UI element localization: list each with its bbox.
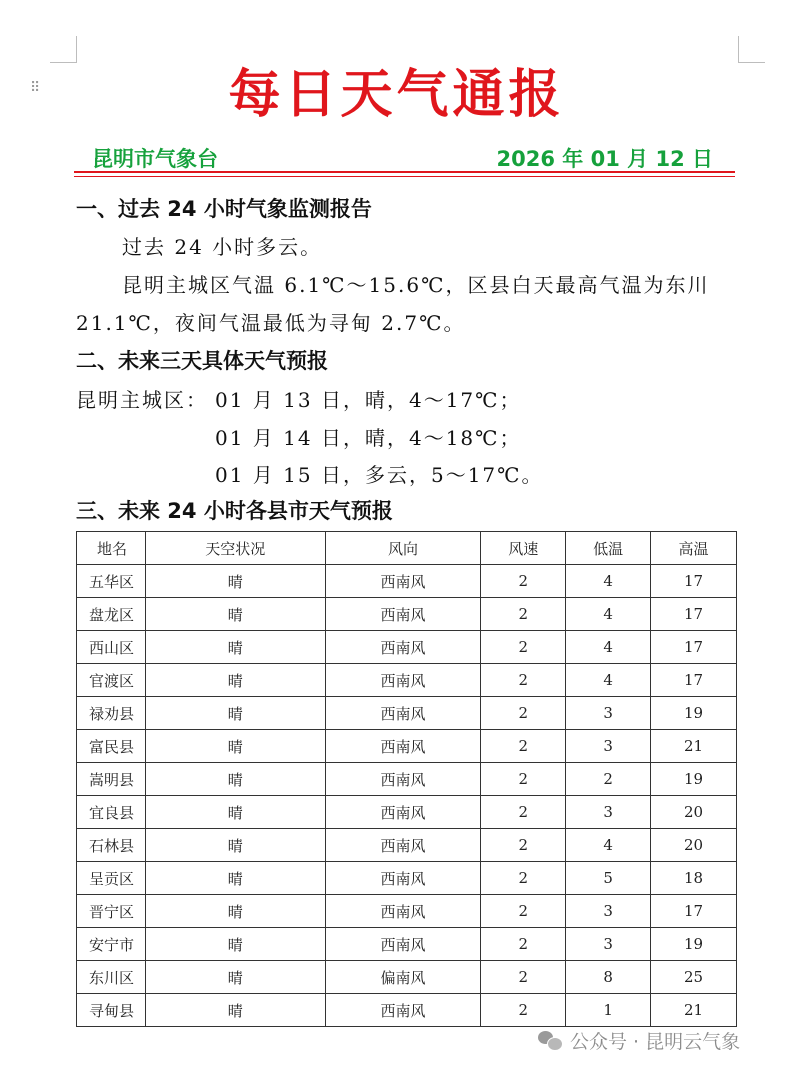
cell-low-temp: 3 <box>566 697 651 730</box>
column-header-place: 地名 <box>77 532 146 565</box>
cell-high-temp: 20 <box>651 829 737 862</box>
cell-sky: 晴 <box>145 928 325 961</box>
cell-place: 富民县 <box>77 730 146 763</box>
cell-sky: 晴 <box>145 862 325 895</box>
cell-place: 嵩明县 <box>77 763 146 796</box>
cell-wind-direction: 西南风 <box>325 895 481 928</box>
cell-low-temp: 1 <box>566 994 651 1027</box>
cell-sky: 晴 <box>145 994 325 1027</box>
cell-high-temp: 17 <box>651 565 737 598</box>
cell-wind-direction: 西南风 <box>325 730 481 763</box>
cell-place: 盘龙区 <box>77 598 146 631</box>
cell-place: 呈贡区 <box>77 862 146 895</box>
column-header-low-temp: 低温 <box>566 532 651 565</box>
cell-high-temp: 17 <box>651 664 737 697</box>
cell-wind-direction: 西南风 <box>325 994 481 1027</box>
cell-wind-speed: 2 <box>481 565 566 598</box>
cell-low-temp: 4 <box>566 829 651 862</box>
cell-wind-speed: 2 <box>481 895 566 928</box>
cell-low-temp: 4 <box>566 631 651 664</box>
cell-low-temp: 3 <box>566 895 651 928</box>
cell-wind-direction: 西南风 <box>325 829 481 862</box>
cell-wind-direction: 西南风 <box>325 763 481 796</box>
cell-low-temp: 4 <box>566 565 651 598</box>
cell-high-temp: 19 <box>651 763 737 796</box>
table-row <box>77 598 737 631</box>
section-heading-county-forecast: 三、未来 24 小时各县市天气预报 <box>76 499 393 523</box>
cell-place: 西山区 <box>77 631 146 664</box>
table-row <box>77 928 737 961</box>
cell-place: 寻甸县 <box>77 994 146 1027</box>
forecast-day-3: 01 月 15 日，多云，5～17℃。 <box>215 463 544 487</box>
cell-wind-speed: 2 <box>481 664 566 697</box>
county-forecast-table <box>76 531 737 1027</box>
cell-wind-direction: 西南风 <box>325 598 481 631</box>
cell-high-temp: 17 <box>651 631 737 664</box>
cell-high-temp: 21 <box>651 994 737 1027</box>
masthead-rule-thin <box>74 176 735 177</box>
cell-sky: 晴 <box>145 631 325 664</box>
column-header-sky: 天空状况 <box>145 532 325 565</box>
cell-low-temp: 8 <box>566 961 651 994</box>
cell-wind-speed: 2 <box>481 796 566 829</box>
cell-sky: 晴 <box>145 664 325 697</box>
cell-place: 禄劝县 <box>77 697 146 730</box>
cell-place: 宜良县 <box>77 796 146 829</box>
watermark-text: 公众号 · 昆明云气象 <box>570 1031 741 1053</box>
document-title: 每日天气通报 <box>228 65 565 125</box>
cell-wind-direction: 西南风 <box>325 565 481 598</box>
cell-wind-direction: 西南风 <box>325 664 481 697</box>
forecast-day-1: 01 月 13 日，晴，4～17℃； <box>215 388 522 412</box>
cell-wind-direction: 西南风 <box>325 697 481 730</box>
cell-wind-speed: 2 <box>481 598 566 631</box>
table-row <box>77 895 737 928</box>
wechat-icon <box>538 1031 562 1051</box>
cell-sky: 晴 <box>145 829 325 862</box>
masthead-rule-thick <box>74 171 735 173</box>
cell-high-temp: 25 <box>651 961 737 994</box>
cell-sky: 晴 <box>145 697 325 730</box>
cell-wind-speed: 2 <box>481 697 566 730</box>
cell-place: 五华区 <box>77 565 146 598</box>
cell-sky: 晴 <box>145 763 325 796</box>
cell-high-temp: 20 <box>651 796 737 829</box>
table-row <box>77 961 737 994</box>
column-header-wind-direction: 风向 <box>325 532 481 565</box>
cell-high-temp: 18 <box>651 862 737 895</box>
table-row <box>77 631 737 664</box>
cell-low-temp: 4 <box>566 598 651 631</box>
cell-high-temp: 19 <box>651 928 737 961</box>
cell-wind-speed: 2 <box>481 631 566 664</box>
cell-place: 官渡区 <box>77 664 146 697</box>
drag-handle-icon[interactable]: ⠿ <box>30 80 39 96</box>
table-row <box>77 796 737 829</box>
cell-sky: 晴 <box>145 598 325 631</box>
table-row <box>77 763 737 796</box>
cell-sky: 晴 <box>145 565 325 598</box>
issue-date: 2026 年 01 月 12 日 <box>496 147 713 171</box>
cell-high-temp: 17 <box>651 895 737 928</box>
cell-wind-direction: 偏南风 <box>325 961 481 994</box>
cell-wind-speed: 2 <box>481 994 566 1027</box>
cell-wind-speed: 2 <box>481 763 566 796</box>
monitoring-summary: 过去 24 小时多云。 <box>122 235 323 259</box>
cell-wind-speed: 2 <box>481 928 566 961</box>
forecast-day-2: 01 月 14 日，晴，4～18℃； <box>215 426 522 450</box>
section-heading-forecast: 二、未来三天具体天气预报 <box>76 349 328 373</box>
cell-low-temp: 3 <box>566 796 651 829</box>
cell-low-temp: 5 <box>566 862 651 895</box>
cell-low-temp: 3 <box>566 730 651 763</box>
cell-high-temp: 19 <box>651 697 737 730</box>
cell-wind-speed: 2 <box>481 829 566 862</box>
cell-sky: 晴 <box>145 961 325 994</box>
cell-wind-direction: 西南风 <box>325 796 481 829</box>
cell-wind-direction: 西南风 <box>325 928 481 961</box>
cell-place: 石林县 <box>77 829 146 862</box>
cell-sky: 晴 <box>145 895 325 928</box>
cell-wind-speed: 2 <box>481 862 566 895</box>
table-header-row <box>77 532 737 565</box>
cell-wind-speed: 2 <box>481 961 566 994</box>
column-header-high-temp: 高温 <box>651 532 737 565</box>
cell-place: 安宁市 <box>77 928 146 961</box>
cell-wind-direction: 西南风 <box>325 862 481 895</box>
column-header-wind-speed: 风速 <box>481 532 566 565</box>
table-row <box>77 565 737 598</box>
table-row <box>77 994 737 1027</box>
cell-wind-direction: 西南风 <box>325 631 481 664</box>
cell-low-temp: 4 <box>566 664 651 697</box>
cell-high-temp: 17 <box>651 598 737 631</box>
issuer-name: 昆明市气象台 <box>92 147 218 171</box>
table-row <box>77 730 737 763</box>
table-row <box>77 664 737 697</box>
table-row <box>77 697 737 730</box>
cell-wind-speed: 2 <box>481 730 566 763</box>
section-heading-monitoring: 一、过去 24 小时气象监测报告 <box>76 197 372 221</box>
forecast-area-label: 昆明主城区： <box>76 388 208 412</box>
monitoring-temperature: 昆明主城区气温 6.1℃～15.6℃，区县白天最高气温为东川 21.1℃，夜间气温最低为寻甸 2.7℃。 <box>76 273 710 335</box>
cell-low-temp: 3 <box>566 928 651 961</box>
cell-sky: 晴 <box>145 796 325 829</box>
cell-sky: 晴 <box>145 730 325 763</box>
cell-place: 晋宁区 <box>77 895 146 928</box>
table-row <box>77 829 737 862</box>
table-row <box>77 862 737 895</box>
watermark <box>538 1027 740 1054</box>
cell-high-temp: 21 <box>651 730 737 763</box>
cell-low-temp: 2 <box>566 763 651 796</box>
cell-place: 东川区 <box>77 961 146 994</box>
